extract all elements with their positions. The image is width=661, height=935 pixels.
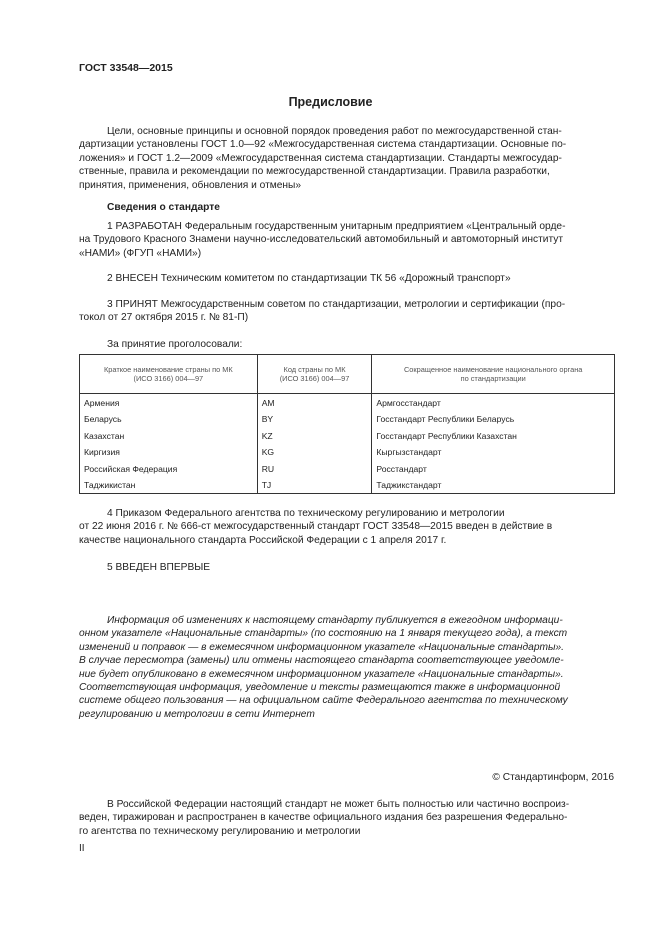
table-cell-country: Казахстан: [80, 428, 258, 444]
voting-table: [79, 354, 615, 494]
info-line: изменений и поправок — в ежемесячном информационном указателе «Национальные стандарты».: [79, 641, 564, 653]
info-line: Информация об изменениях к настоящему стандарту публикуется в ежегодном информаци-: [107, 615, 563, 626]
copyright: © Стандартинформ, 2016: [492, 772, 614, 783]
item-1-line: «НАМИ» (ФГУП «НАМИ»): [79, 247, 202, 259]
info-line: онном указателе «Национальные стандарты» (по состоянию на 1 января текущего года), а текст: [79, 628, 568, 640]
vote-label-text: За принятие проголосовали:: [107, 339, 243, 350]
rights-line: В Российской Федерации настоящий стандарт не может быть полностью или частично воспроиз-: [107, 799, 570, 810]
table-row: [80, 444, 615, 460]
section-subtitle: Сведения о стандарте: [107, 202, 220, 213]
table-cell-code: RU: [257, 461, 372, 477]
info-line: Соответствующая информация, уведомление и тексты размещаются также в информационной: [79, 682, 561, 694]
item-5-line: 5 ВВЕДЕН ВПЕРВЫЕ: [107, 562, 211, 573]
intro-line: принятия, применения, обновления и отмены»: [79, 179, 302, 191]
table-cell-body: Армгосстандарт: [372, 394, 615, 412]
table-cell-country: Таджикистан: [80, 477, 258, 494]
table-header-row: [80, 355, 615, 394]
intro-paragraph: [79, 125, 615, 192]
item-4-line: качестве национального стандарта Российской Федерации с 1 апреля 2017 г.: [79, 534, 447, 546]
intro-line: Цели, основные принципы и основной порядок проведения работ по межгосударственной стан-: [107, 126, 562, 137]
header-text: Сокращенное наименование национального органа: [403, 364, 583, 374]
item-3-line: токол от 27 октября 2015 г. № 81-П): [79, 312, 249, 324]
intro-line: ложения» и ГОСТ 1.2—2009 «Межгосударственная система стандартизации. Стандарты межгосудар-: [79, 152, 562, 164]
table-header-body: [372, 355, 615, 394]
info-paragraph: [79, 614, 615, 721]
header-text: (ИСО 3166) 004—97: [279, 374, 350, 383]
table-row: [80, 461, 615, 477]
table-row: [80, 428, 615, 444]
table-cell-country: Российская Федерация: [80, 461, 258, 477]
page-title: Предисловие: [288, 95, 373, 109]
header-text: Код страны по МК: [283, 364, 346, 374]
rights-line: веден, тиражирован и распространен в качестве официального издания без разрешения Федерально-: [79, 812, 568, 824]
vote-label: [79, 338, 615, 351]
page-number: II: [79, 843, 85, 854]
item-1-line: 1 РАЗРАБОТАН Федеральным государственным унитарным предприятием «Центральный орде-: [107, 221, 566, 232]
table-cell-code: TJ: [257, 477, 372, 494]
item-4: [79, 507, 615, 547]
header-text: по стандартизации: [460, 374, 526, 383]
item-2-line: 2 ВНЕСЕН Техническим комитетом по стандартизации ТК 56 «Дорожный транспорт»: [107, 273, 511, 284]
table-cell-body: Госстандарт Республики Беларусь: [372, 411, 615, 427]
table-cell-body: Таджикстандарт: [372, 477, 615, 494]
table-cell-code: BY: [257, 411, 372, 427]
table-row: [80, 477, 615, 494]
item-4-line: 4 Приказом Федерального агентства по техническому регулированию и метрологии: [107, 508, 505, 519]
table-row: [80, 411, 615, 427]
item-1: [79, 220, 615, 260]
table-cell-body: Кыргызстандарт: [372, 444, 615, 460]
table-cell-code: AM: [257, 394, 372, 412]
header-text: (ИСО 3166) 004—97: [133, 374, 204, 383]
intro-line: ственные, правила и рекомендации по межгосударственной стандартизации. Правила разработки,: [79, 166, 550, 178]
table-cell-country: Армения: [80, 394, 258, 412]
table-cell-body: Росстандарт: [372, 461, 615, 477]
table-cell-country: Беларусь: [80, 411, 258, 427]
table-header-code: [257, 355, 372, 394]
table-row: [80, 394, 615, 412]
rights-line: го агентства по техническому регулированию и метрологии: [79, 825, 361, 837]
item-2: [79, 272, 615, 285]
item-4-line: от 22 июня 2016 г. № 666-ст межгосударственный стандарт ГОСТ 33548—2015 введен в действие в: [79, 521, 553, 533]
table-cell-code: KZ: [257, 428, 372, 444]
item-5: [79, 561, 615, 574]
item-1-line: на Трудового Красного Знамени научно-исследовательский автомобильный и автомоторный институт: [79, 234, 563, 246]
standard-id: ГОСТ 33548—2015: [79, 62, 173, 74]
item-3: [79, 298, 615, 325]
info-line: системе общего пользования — на официальном сайте Федерального агентства по техническому: [79, 695, 568, 707]
intro-line: дартизации установлены ГОСТ 1.0—92 «Межгосударственная система стандартизации. Основные по-: [79, 139, 567, 151]
table-header-country: [80, 355, 258, 394]
header-text: Краткое наименование страны по МК: [103, 364, 233, 374]
item-3-line: 3 ПРИНЯТ Межгосударственным советом по стандартизации, метрологии и сертификации (про-: [107, 299, 566, 310]
info-line: регулированию и метрологии в сети Интернет: [79, 708, 315, 720]
table-cell-body: Госстандарт Республики Казахстан: [372, 428, 615, 444]
rights-paragraph: [79, 798, 615, 838]
info-line: В случае пересмотра (замены) или отмены настоящего стандарта соответствующее уведомле-: [79, 655, 564, 667]
info-line: ние будет опубликовано в ежемесячном информационном указателе «Национальные стандарты».: [79, 668, 564, 680]
table-cell-country: Киргизия: [80, 444, 258, 460]
table-cell-code: KG: [257, 444, 372, 460]
